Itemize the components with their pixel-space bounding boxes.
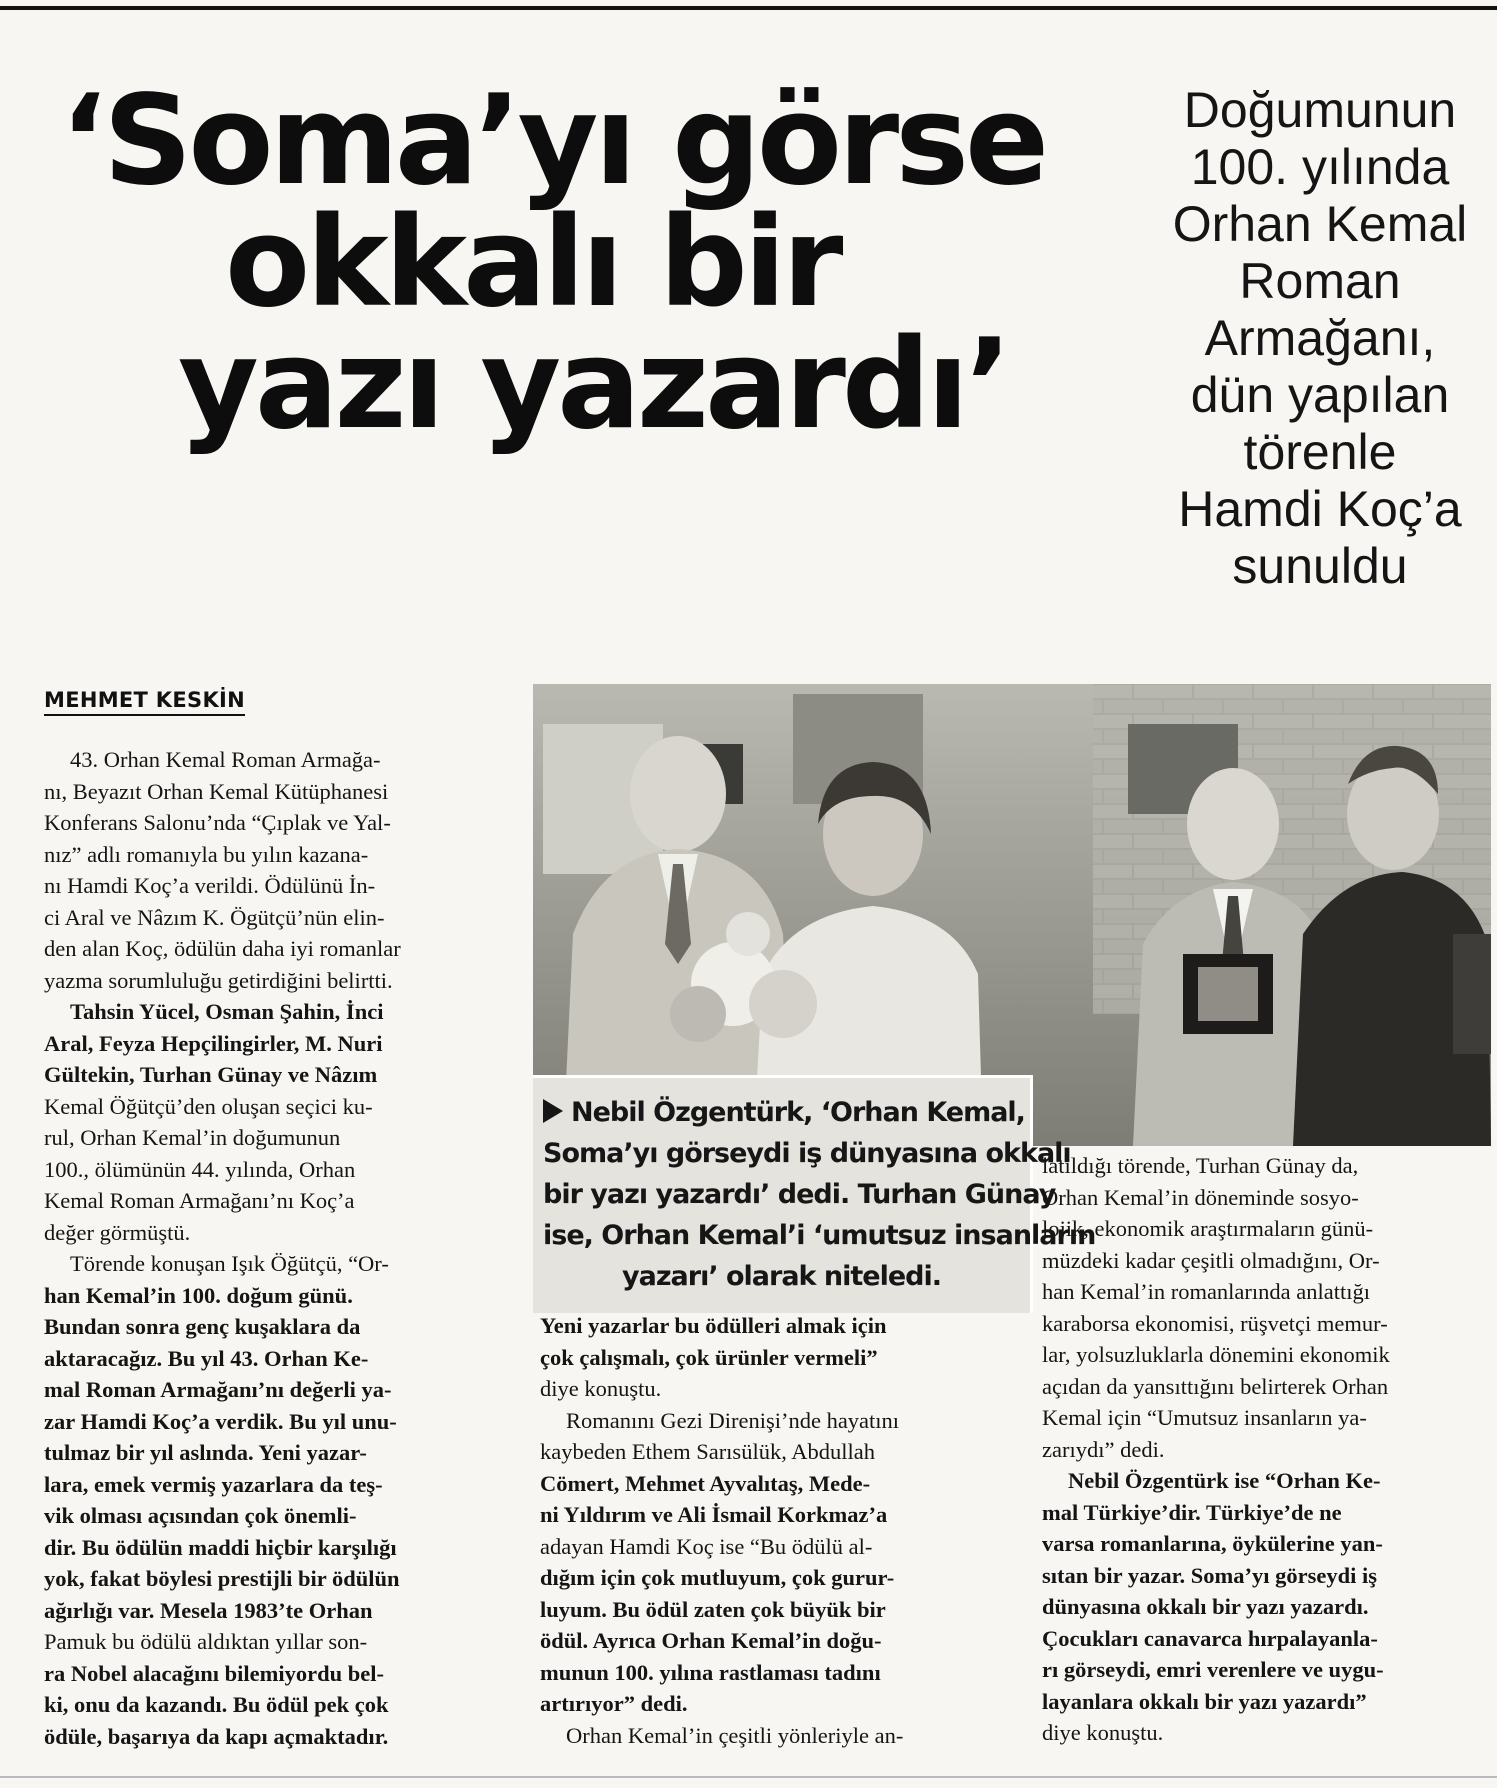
text-line: lar, yolsuzluklarla dönemini ekonomik <box>1042 1342 1390 1367</box>
text-line: Çocukları canavarca hırpalayanla- <box>1042 1625 1378 1651</box>
text-line: varsa romanlarına, öykülerine yan- <box>1042 1531 1383 1556</box>
text-line: munun 100. yılına rastlaması tadını <box>540 1659 881 1685</box>
text-line: dir. Bu ödülün maddi hiçbir karşılığı <box>44 1534 397 1560</box>
text-line: çok çalışmalı, çok ürünler vermeli” <box>540 1344 878 1370</box>
deck-line: Roman <box>1239 253 1401 309</box>
text-line: tulmaz bir yıl aslında. Yeni yazar- <box>44 1440 367 1465</box>
text-line: Orhan Kemal’in döneminde sosyo- <box>1042 1184 1359 1210</box>
text-line: karaborsa ekonomisi, rüşvetçi memur- <box>1042 1310 1388 1336</box>
text-line: Törende konuşan Işık Öğütçü, “Or- <box>70 1251 389 1276</box>
text-line: Bundan sonra genç kuşaklara da <box>44 1314 361 1339</box>
text-line: Orhan Kemal’in çeşitli yönleriyle an- <box>566 1722 904 1748</box>
text-line: mal Roman Armağanı’nı değerli ya- <box>44 1377 392 1402</box>
deck-line: dün yapılan <box>1190 367 1450 423</box>
text-line: yok, fakat böylesi prestijli bir ödülün <box>44 1566 400 1591</box>
triangle-icon <box>543 1099 563 1123</box>
caption-line: Nebil Özgentürk, ‘Orhan Kemal, <box>571 1097 1025 1128</box>
text-line: rı görseydi, emri verenlere ve uygu- <box>1042 1657 1384 1682</box>
text-line: nız” adlı romanıyla bu yılın kazana- <box>44 841 369 867</box>
text-line: dığım için çok mutluyum, çok gurur- <box>540 1565 895 1590</box>
text-line: ödül. Ayrıca Orhan Kemal’in doğu- <box>540 1628 882 1653</box>
text-line: 43. Orhan Kemal Roman Armağa- <box>70 747 381 772</box>
text-line: Romanını Gezi Direnişi’nde hayatını <box>566 1407 900 1433</box>
text-line: ni Yıldırım ve Ali İsmail Korkmaz’a <box>540 1502 888 1527</box>
deck-line: törenle <box>1243 424 1397 480</box>
caption-line: yazarı’ olarak niteledi. <box>622 1261 941 1292</box>
text-line: han Kemal’in 100. doğum günü. <box>44 1282 353 1308</box>
text-line: ki, onu da kazandı. Bu ödül pek çok <box>44 1692 389 1717</box>
text-line: rul, Orhan Kemal’in doğumunun <box>44 1125 341 1150</box>
text-line: Konferans Salonu’nda “Çıplak ve Yal- <box>44 810 391 835</box>
deck-line: sunuldu <box>1232 538 1408 594</box>
headline-line: yazı yazardı’ <box>178 313 1009 457</box>
caption-line: Soma’yı görseydi iş dünyasına okkalı <box>543 1138 1071 1169</box>
article-column-2 <box>540 1310 1010 1751</box>
text-line: ödüle, başarıya da kapı açmaktadır. <box>44 1723 389 1749</box>
text-line: yazma sorumluluğu getirdiğini belirtti. <box>44 967 393 993</box>
text-line: Nebil Özgentürk ise “Orhan Ke- <box>1068 1468 1381 1493</box>
text-line: Cömert, Mehmet Ayvalıtaş, Mede- <box>540 1470 871 1496</box>
text-line: Kemal Öğütçü’den oluşan seçici ku- <box>44 1093 373 1119</box>
text-line: Kemal için “Umutsuz insanların ya- <box>1042 1405 1367 1430</box>
caption-line: bir yazı yazardı’ dedi. Turhan Günay <box>543 1179 1056 1210</box>
text-line: müzdeki kadar çeşitli olmadığını, Or- <box>1042 1247 1380 1273</box>
text-line: ağırlığı var. Mesela 1983’te Orhan <box>44 1597 373 1623</box>
deck <box>1150 82 1490 595</box>
text-line: diye konuştu. <box>1042 1720 1164 1745</box>
text-line: han Kemal’in romanlarında anlattığı <box>1042 1279 1371 1304</box>
text-line: sıtan bir yazar. Soma’yı görseydi iş <box>1042 1562 1378 1588</box>
deck-line: Doğumunun <box>1183 82 1457 138</box>
text-line: vik olması açısından çok önemli- <box>44 1503 357 1528</box>
text-line: nı, Beyazıt Orhan Kemal Kütüphanesi <box>44 778 389 804</box>
text-line: dünyasına okkalı bir yazı yazardı. <box>1042 1594 1369 1619</box>
deck-line: 100. yılında <box>1190 139 1450 195</box>
text-line: luyum. Bu ödül zaten çok büyük bir <box>540 1596 886 1622</box>
photo-caption <box>533 1075 1096 1313</box>
bottom-rule <box>0 1776 1497 1778</box>
text-line: Yeni yazarlar bu ödülleri almak için <box>540 1313 887 1338</box>
text-line: nı Hamdi Koç’a verildi. Ödülünü İn- <box>44 873 376 898</box>
text-line: 100., ölümünün 44. yılında, Orhan <box>44 1156 356 1182</box>
text-line: aktaracağız. Bu yıl 43. Orhan Ke- <box>44 1345 369 1371</box>
text-line: Tahsin Yücel, Osman Şahin, İnci <box>70 999 384 1024</box>
text-line: Aral, Feyza Hepçilingirler, M. Nuri <box>44 1030 383 1056</box>
text-line: diye konuştu. <box>540 1376 662 1401</box>
headline-line: ‘Soma’yı görse <box>60 69 1046 213</box>
headline <box>60 69 1150 457</box>
article-column-3 <box>1042 1150 1492 1749</box>
text-line: lojik, ekonomik araştırmaların günü- <box>1042 1216 1374 1241</box>
text-line: açıdan da yansıttığını belirterek Orhan <box>1042 1373 1389 1399</box>
caption-line: ise, Orhan Kemal’i ‘umutsuz insanların <box>543 1220 1096 1251</box>
text-line: den alan Koç, ödülün daha iyi romanlar <box>44 936 401 961</box>
text-line: Pamuk bu ödülü aldıktan yıllar son- <box>44 1629 368 1654</box>
deck-line: Orhan Kemal <box>1172 196 1468 252</box>
text-line: zar Hamdi Koç’a verdik. Bu yıl unu- <box>44 1408 397 1434</box>
text-line: Kemal Roman Armağanı’nı Koç’a <box>44 1188 355 1213</box>
text-line: ra Nobel alacağını bilemiyordu bel- <box>44 1660 384 1686</box>
text-line: ci Aral ve Nâzım K. Ögütçü’nün elin- <box>44 904 385 930</box>
text-line: latıldığı törende, Turhan Günay da, <box>1042 1153 1359 1178</box>
caption-line-wrap <box>543 1092 1025 1133</box>
headline-line: okkalı bir <box>225 191 840 335</box>
text-line: adayan Hamdi Koç ise “Bu ödülü al- <box>540 1533 873 1559</box>
article-column-1 <box>44 744 514 1752</box>
top-rule <box>0 6 1497 10</box>
text-line: artırıyor” dedi. <box>540 1691 688 1716</box>
deck-line: Hamdi Koç’a <box>1178 481 1462 537</box>
text-line: kaybeden Ethem Sarısülük, Abdullah <box>540 1439 875 1464</box>
text-line: değer görmüştü. <box>44 1219 191 1245</box>
text-line: layanlara okkalı bir yazı yazardı” <box>1042 1688 1367 1714</box>
text-line: Gültekin, Turhan Günay ve Nâzım <box>44 1062 378 1087</box>
text-line: mal Türkiye’dir. Türkiye’de ne <box>1042 1499 1342 1525</box>
text-line: lara, emek vermiş yazarlara da teş- <box>44 1471 383 1497</box>
byline: MEHMET KESKİN <box>44 688 245 716</box>
deck-line: Armağanı, <box>1204 310 1436 366</box>
text-line: zarıydı” dedi. <box>1042 1436 1165 1462</box>
